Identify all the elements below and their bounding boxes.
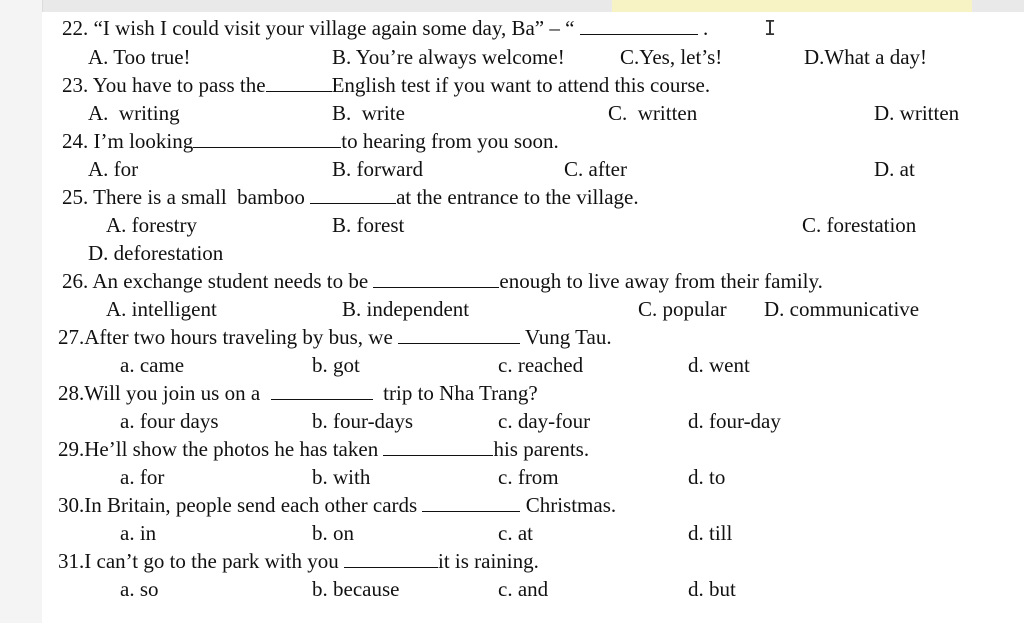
option-22-a: A. Too true! — [88, 45, 191, 69]
option-30-a: a. in — [120, 521, 157, 545]
option-30-d: d. till — [688, 521, 733, 545]
question-text: After two hours traveling by bus, we — [84, 325, 393, 349]
question-number: 23. — [62, 73, 89, 97]
question-text-end: Christmas. — [525, 493, 617, 517]
question-28-stem — [58, 381, 538, 405]
option-28-c: c. day-four — [498, 409, 591, 433]
page-margin — [0, 0, 43, 623]
option-24-b: B. forward — [332, 157, 423, 181]
question-24-stem — [62, 129, 559, 153]
question-text-end: his parents. — [493, 437, 590, 461]
option-30-c: c. at — [498, 521, 533, 545]
answer-blank — [422, 493, 520, 512]
option-24-d: D. at — [874, 157, 915, 181]
answer-blank — [271, 381, 373, 400]
option-27-a: a. came — [120, 353, 185, 377]
option-22-c: C.Yes, let’s! — [620, 45, 723, 69]
option-23-d: D. written — [874, 101, 960, 125]
question-text: There is a small bamboo — [88, 185, 305, 209]
answer-blank — [383, 437, 493, 456]
question-31-stem — [58, 549, 539, 573]
question-text: I can’t go to the park with you — [84, 549, 339, 573]
option-29-a: a. for — [120, 465, 165, 489]
option-27-c: c. reached — [498, 353, 584, 377]
option-28-a: a. four days — [120, 409, 219, 433]
option-31-d: d. but — [688, 577, 736, 601]
question-text: He’ll show the photos he has taken — [84, 437, 379, 461]
option-22-d: D.What a day! — [804, 45, 928, 69]
option-29-d: d. to — [688, 465, 726, 489]
question-text-end: trip to Nha Trang? — [383, 381, 538, 405]
question-number: 29. — [58, 437, 85, 461]
answer-blank — [580, 16, 698, 35]
question-text: You have to pass the — [88, 73, 266, 97]
question-text: Will you join us on a — [84, 381, 261, 405]
option-25-b: B. forest — [332, 213, 405, 237]
question-23-stem — [62, 73, 710, 97]
option-23-b: B. write — [332, 101, 405, 125]
option-28-b: b. four-days — [312, 409, 414, 433]
option-26-c: C. popular — [638, 297, 727, 321]
worksheet-page — [42, 12, 1024, 623]
question-30-stem — [58, 493, 616, 517]
question-25-stem — [62, 185, 639, 209]
answer-blank — [373, 269, 499, 288]
answer-blank — [266, 73, 332, 92]
answer-blank — [344, 549, 438, 568]
option-25-a: A. forestry — [106, 213, 197, 237]
option-26-d: D. communicative — [764, 297, 920, 321]
question-number: 28. — [58, 381, 85, 405]
question-number: 22. — [62, 16, 89, 40]
question-text-end: it is raining. — [437, 549, 539, 573]
option-28-d: d. four-day — [688, 409, 781, 433]
option-29-c: c. from — [498, 465, 559, 489]
question-text-end: enough to live away from their family. — [499, 269, 823, 293]
option-23-a: A. writing — [88, 101, 180, 125]
option-26-a: A. intelligent — [106, 297, 217, 321]
question-26-stem — [62, 269, 823, 293]
question-number: 30. — [58, 493, 85, 517]
question-number: 26. — [62, 269, 89, 293]
question-29-stem — [58, 437, 589, 461]
question-number: 24. — [62, 129, 89, 153]
question-text-end: English test if you want to attend this course. — [331, 73, 711, 97]
question-text: An exchange student needs to be — [88, 269, 369, 293]
question-number: 25. — [62, 185, 89, 209]
option-30-b: b. on — [312, 521, 354, 545]
question-27-stem — [58, 325, 612, 349]
option-31-b: b. because — [312, 577, 400, 601]
question-number: 31. — [58, 549, 85, 573]
option-31-c: c. and — [498, 577, 549, 601]
option-25-d: D. deforestation — [88, 241, 224, 265]
question-text-end: . — [702, 16, 709, 40]
option-29-b: b. with — [312, 465, 371, 489]
option-23-c: C. written — [608, 101, 698, 125]
option-25-c: C. forestation — [802, 213, 917, 237]
question-text-end: at the entrance to the village. — [396, 185, 639, 209]
question-text-end: to hearing from you soon. — [341, 129, 559, 153]
option-24-a: A. for — [88, 157, 139, 181]
text-cursor-icon: I — [764, 16, 777, 40]
answer-blank — [310, 185, 396, 204]
option-26-b: B. independent — [342, 297, 470, 321]
option-27-d: d. went — [688, 353, 750, 377]
option-27-b: b. got — [312, 353, 360, 377]
option-24-c: C. after — [564, 157, 627, 181]
question-text: I’m looking — [88, 129, 194, 153]
question-22-stem — [62, 16, 708, 40]
question-text: “I wish I could visit your village again some day, Ba” – “ — [88, 16, 575, 40]
ruler-highlight — [612, 0, 972, 12]
answer-blank — [398, 325, 520, 344]
question-text: In Britain, people send each other cards — [84, 493, 418, 517]
question-number: 27. — [58, 325, 85, 349]
option-31-a: a. so — [120, 577, 159, 601]
question-text-end: Vung Tau. — [524, 325, 612, 349]
option-22-b: B. You’re always welcome! — [332, 45, 565, 69]
answer-blank — [193, 129, 341, 148]
